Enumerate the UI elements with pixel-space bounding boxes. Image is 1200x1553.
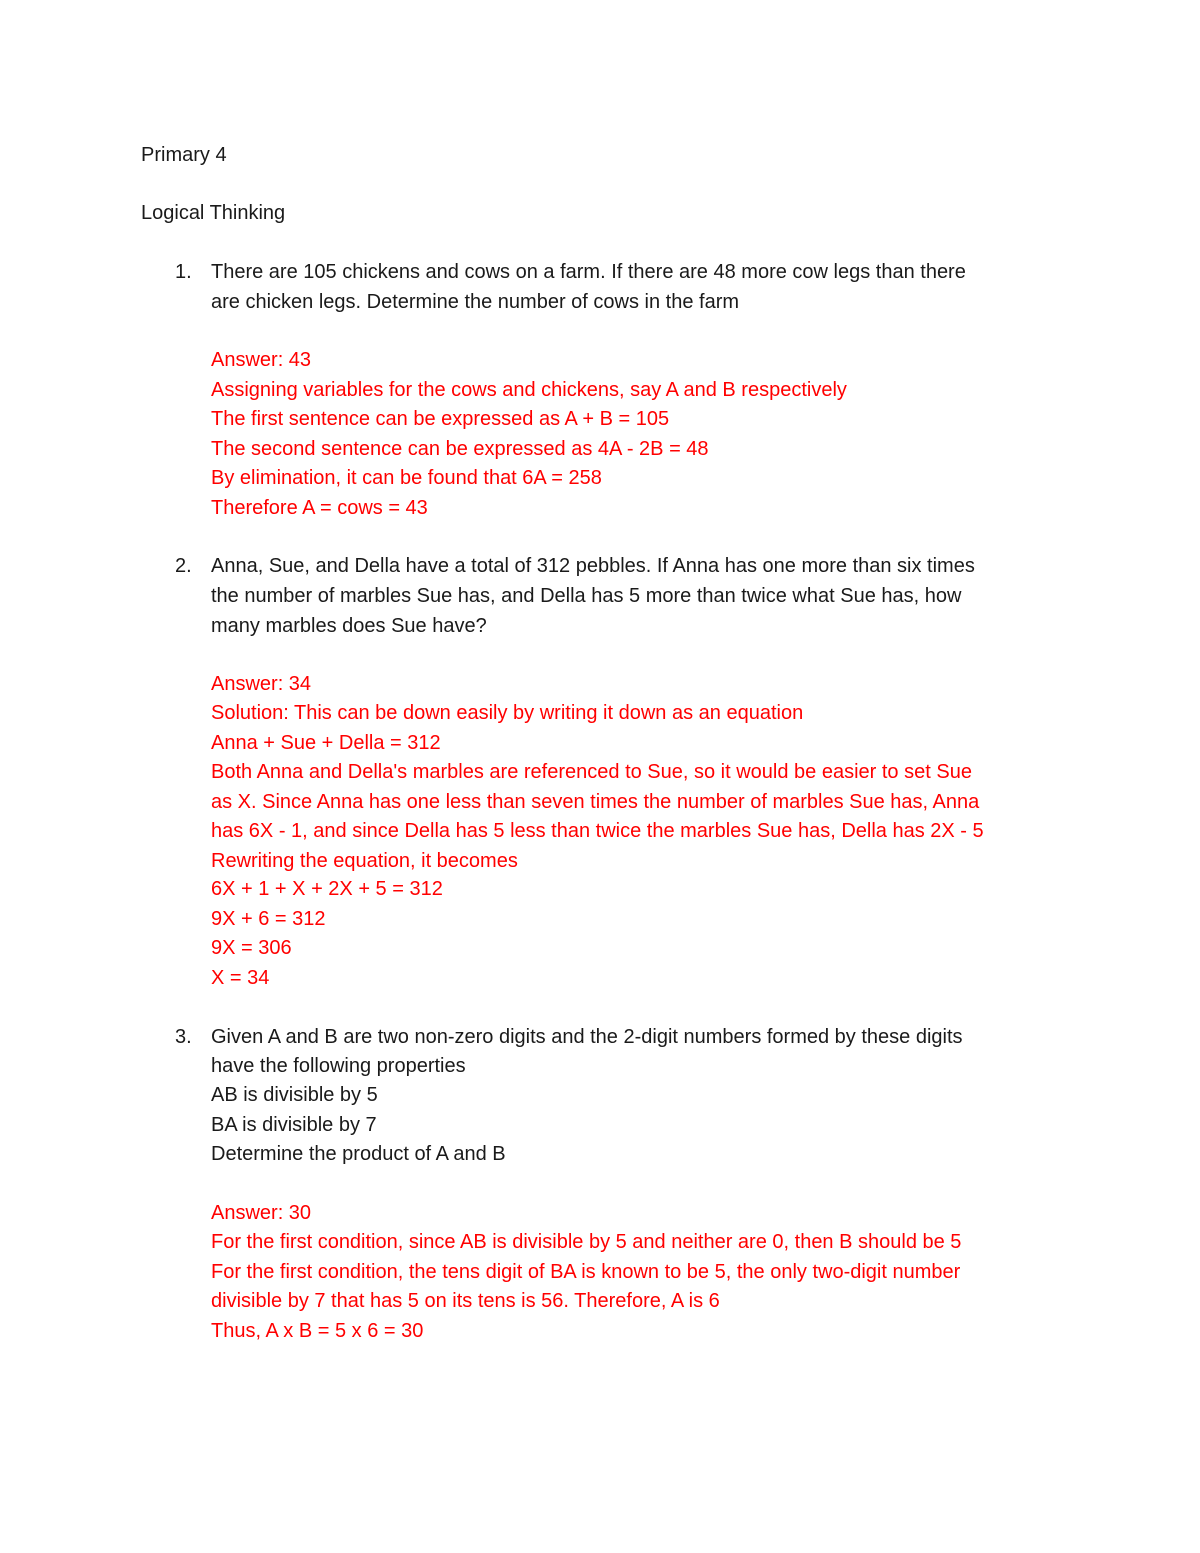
answer-line: Therefore A = cows = 43 bbox=[211, 497, 428, 519]
answer-line: 6X + 1 + X + 2X + 5 = 312 bbox=[211, 878, 443, 900]
answer-line: Assigning variables for the cows and chickens, say A and B respectively bbox=[211, 379, 847, 401]
answer-line: 9X + 6 = 312 bbox=[211, 908, 326, 930]
answer-line: For the first condition, since AB is divisible by 5 and neither are 0, then B should be 5 bbox=[211, 1231, 962, 1253]
question-number: 3. bbox=[175, 1026, 192, 1048]
answer-line: The first sentence can be expressed as A + B = 105 bbox=[211, 408, 670, 430]
question-text-line: many marbles does Sue have? bbox=[211, 615, 487, 637]
answer-line: The second sentence can be expressed as 4A - 2B = 48 bbox=[211, 438, 709, 460]
grade-heading: Primary 4 bbox=[141, 144, 227, 166]
question-number: 1. bbox=[175, 261, 192, 283]
question-text-line: BA is divisible by 7 bbox=[211, 1114, 377, 1136]
answer-line: Anna + Sue + Della = 312 bbox=[211, 732, 441, 754]
question-text-line: AB is divisible by 5 bbox=[211, 1084, 378, 1106]
question-text-line: There are 105 chickens and cows on a farm. If there are 48 more cow legs than there bbox=[211, 261, 966, 283]
answer-line: By elimination, it can be found that 6A = 258 bbox=[211, 467, 602, 489]
question-text-line: Determine the product of A and B bbox=[211, 1143, 506, 1165]
answer-line: Answer: 43 bbox=[211, 349, 312, 371]
answer-line: Solution: This can be down easily by writing it down as an equation bbox=[211, 702, 804, 724]
answer-line: has 6X - 1, and since Della has 5 less than twice the marbles Sue has, Della has 2X - 5 bbox=[211, 820, 984, 842]
answer-line: X = 34 bbox=[211, 967, 270, 989]
answer-line: Both Anna and Della's marbles are referenced to Sue, so it would be easier to set Sue bbox=[211, 761, 972, 783]
answer-line: Answer: 30 bbox=[211, 1202, 312, 1224]
question-text-line: are chicken legs. Determine the number of cows in the farm bbox=[211, 291, 740, 313]
answer-line: For the first condition, the tens digit of BA is known to be 5, the only two-digit number bbox=[211, 1261, 961, 1283]
answer-line: as X. Since Anna has one less than seven times the number of marbles Sue has, Anna bbox=[211, 791, 980, 813]
question-text-line: Anna, Sue, and Della have a total of 312 pebbles. If Anna has one more than six times bbox=[211, 555, 975, 577]
answer-line: Rewriting the equation, it becomes bbox=[211, 850, 518, 872]
answer-line: divisible by 7 that has 5 on its tens is 56. Therefore, A is 6 bbox=[211, 1290, 720, 1312]
answer-line: 9X = 306 bbox=[211, 937, 292, 959]
topic-heading: Logical Thinking bbox=[141, 202, 286, 224]
question-text-line: Given A and B are two non-zero digits and the 2-digit numbers formed by these digits bbox=[211, 1026, 963, 1048]
answer-line: Answer: 34 bbox=[211, 673, 312, 695]
question-text-line: have the following properties bbox=[211, 1055, 466, 1077]
question-text-line: the number of marbles Sue has, and Della has 5 more than twice what Sue has, how bbox=[211, 585, 962, 607]
question-number: 2. bbox=[175, 555, 192, 577]
answer-line: Thus, A x B = 5 x 6 = 30 bbox=[211, 1320, 424, 1342]
